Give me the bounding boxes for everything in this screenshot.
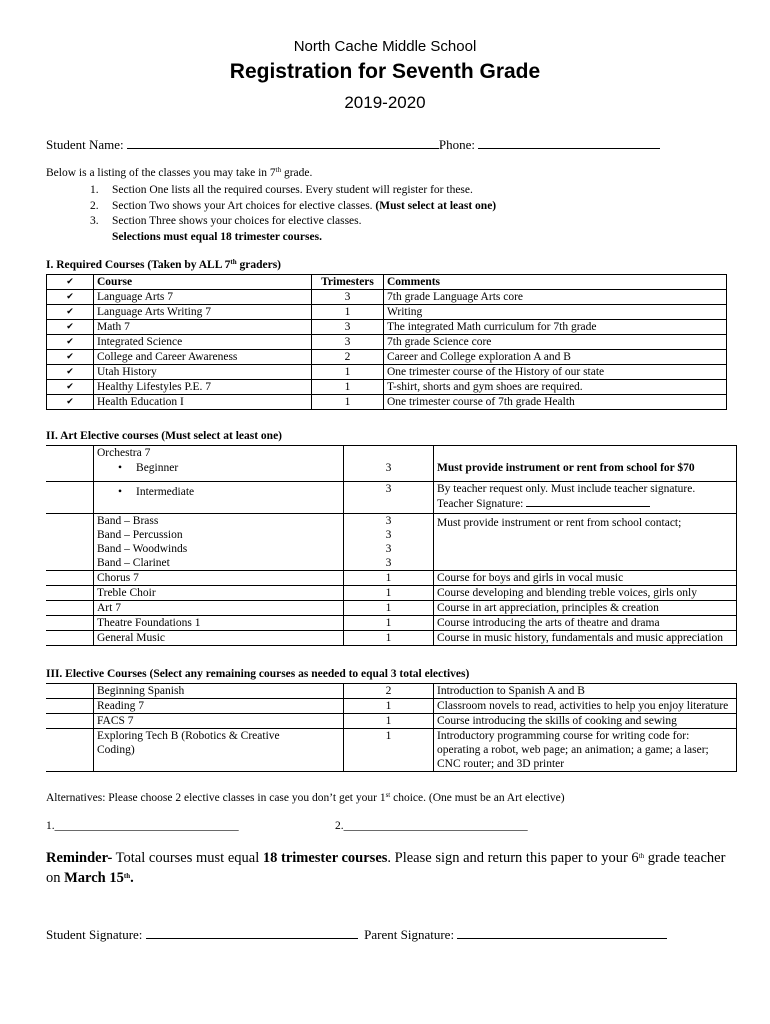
alternative-choice-2[interactable]: 2.________________________________ bbox=[335, 820, 528, 832]
student-info-line bbox=[46, 137, 660, 153]
table-row: ✔ Math 7 3 The integrated Math curriculum for 7th grade bbox=[47, 320, 727, 335]
table-row: General Music 1 Course in music history, fundamentals and music appreciation bbox=[47, 631, 737, 646]
check-icon: ✔ bbox=[47, 350, 94, 365]
list-item: 3. Section Three shows your choices for elective classes. bbox=[90, 215, 362, 227]
table-row: ✔ Integrated Science 3 7th grade Science core bbox=[47, 335, 727, 350]
table-row: Beginning Spanish 2 Introduction to Spanish A and B bbox=[47, 684, 737, 699]
parent-signature-label: Parent Signature: bbox=[364, 927, 455, 942]
table-header-row bbox=[47, 275, 727, 290]
signature-line bbox=[46, 927, 667, 943]
check-icon: ✔ bbox=[47, 365, 94, 380]
school-name: North Cache Middle School bbox=[293, 38, 477, 55]
school-year: 2019-2020 bbox=[344, 93, 426, 112]
table-row: Reading 7 1 Classroom novels to read, activities to help you enjoy literature bbox=[47, 699, 737, 714]
teacher-signature-field[interactable] bbox=[526, 496, 650, 507]
section2-heading: II. Art Elective courses (Must select at least one) bbox=[46, 430, 283, 442]
table-row: ✔ Language Arts 7 3 7th grade Language Arts core bbox=[47, 290, 727, 305]
check-icon: ✔ bbox=[47, 335, 94, 350]
table-row: Band – Clarinet 3 bbox=[47, 556, 737, 571]
student-name-label: Student Name: bbox=[46, 137, 124, 152]
table-row: Band – Percussion 3 bbox=[47, 528, 737, 542]
orchestra-label: Orchestra 7 bbox=[94, 446, 344, 461]
intro-list bbox=[90, 183, 496, 245]
check-icon: ✔ bbox=[47, 380, 94, 395]
phone-label: Phone: bbox=[438, 137, 476, 152]
check-icon: ✔ bbox=[47, 320, 94, 335]
beginner-option: • Beginner bbox=[94, 461, 344, 482]
check-icon: ✔ bbox=[47, 290, 94, 305]
table-row: Exploring Tech B (Robotics & Creative Coding) 1 Introductory programming course for writing code for: operating a robot, web page; an animation; a game; a laser; CNC router; and 3D printer bbox=[47, 729, 737, 772]
section3-heading: III. Elective Courses (Select any remaining courses as needed to equal 3 total electives) bbox=[46, 668, 470, 680]
check-icon: ✔ bbox=[47, 395, 94, 410]
alternative-choice-1[interactable]: 1.________________________________ bbox=[46, 820, 239, 832]
elective-courses-table bbox=[46, 683, 737, 772]
table-row: Art 7 1 Course in art appreciation, principles & creation bbox=[47, 601, 737, 616]
student-signature-field[interactable] bbox=[146, 928, 358, 939]
comments-header: Comments bbox=[384, 275, 727, 290]
student-name-field[interactable] bbox=[127, 138, 439, 149]
trimesters-header: Trimesters bbox=[312, 275, 384, 290]
table-row: Treble Choir 1 Course developing and blending treble voices, girls only bbox=[47, 586, 737, 601]
table-row: ✔ Utah History 1 One trimester course of the History of our state bbox=[47, 365, 727, 380]
table-row: Theatre Foundations 1 1 Course introducing the arts of theatre and drama bbox=[47, 616, 737, 631]
table-row: ✔ Healthy Lifestyles P.E. 7 1 T-shirt, shorts and gym shoes are required. bbox=[47, 380, 727, 395]
check-header: ✔ bbox=[47, 275, 94, 290]
table-row bbox=[47, 446, 737, 461]
table-row: ✔ Language Arts Writing 7 1 Writing bbox=[47, 305, 727, 320]
selections-note: Selections must equal 18 trimester courses. bbox=[112, 230, 322, 243]
reminder-note: Reminder- Total courses must equal 18 trimester courses. Please sign and return this paper to your 6th grade teacher on March 15th. bbox=[46, 850, 726, 886]
student-signature-label: Student Signature: bbox=[46, 927, 143, 942]
alternatives-text: Alternatives: Please choose 2 elective classes in case you don’t get your 1st choice. (One must be an Art elective) bbox=[46, 791, 565, 804]
table-row: FACS 7 1 Course introducing the skills of cooking and sewing bbox=[47, 714, 737, 729]
list-item: 2. Section Two shows your Art choices for elective classes. (Must select at least one) bbox=[90, 199, 497, 212]
table-row: • Intermediate 3 By teacher request only. Must include teacher signature. Teacher Signature: bbox=[47, 482, 737, 514]
parent-signature-field[interactable] bbox=[457, 928, 667, 939]
table-row: Chorus 7 1 Course for boys and girls in vocal music bbox=[47, 571, 737, 586]
intermediate-option: • Intermediate bbox=[94, 482, 344, 514]
art-electives-table bbox=[46, 445, 737, 646]
table-row: ✔ Health Education I 1 One trimester course of 7th grade Health bbox=[47, 395, 727, 410]
list-item: 1. Section One lists all the required courses. Every student will register for these. bbox=[90, 184, 473, 196]
table-row: Band – Woodwinds 3 bbox=[47, 542, 737, 556]
table-row: Band – Brass 3 Must provide instrument or rent from school contact; bbox=[47, 514, 737, 529]
required-courses-table bbox=[46, 274, 727, 410]
intro-text: Below is a listing of the classes you may take in 7th grade. bbox=[46, 166, 313, 179]
check-icon: ✔ bbox=[47, 305, 94, 320]
section1-heading: I. Required Courses (Taken by ALL 7th graders) bbox=[46, 258, 281, 271]
phone-field[interactable] bbox=[478, 138, 660, 149]
course-header: Course bbox=[94, 275, 312, 290]
page-title: Registration for Seventh Grade bbox=[229, 60, 541, 83]
table-row: ✔ College and Career Awareness 2 Career and College exploration A and B bbox=[47, 350, 727, 365]
table-row: • Beginner 3 Must provide instrument or rent from school for $70 bbox=[47, 461, 737, 482]
